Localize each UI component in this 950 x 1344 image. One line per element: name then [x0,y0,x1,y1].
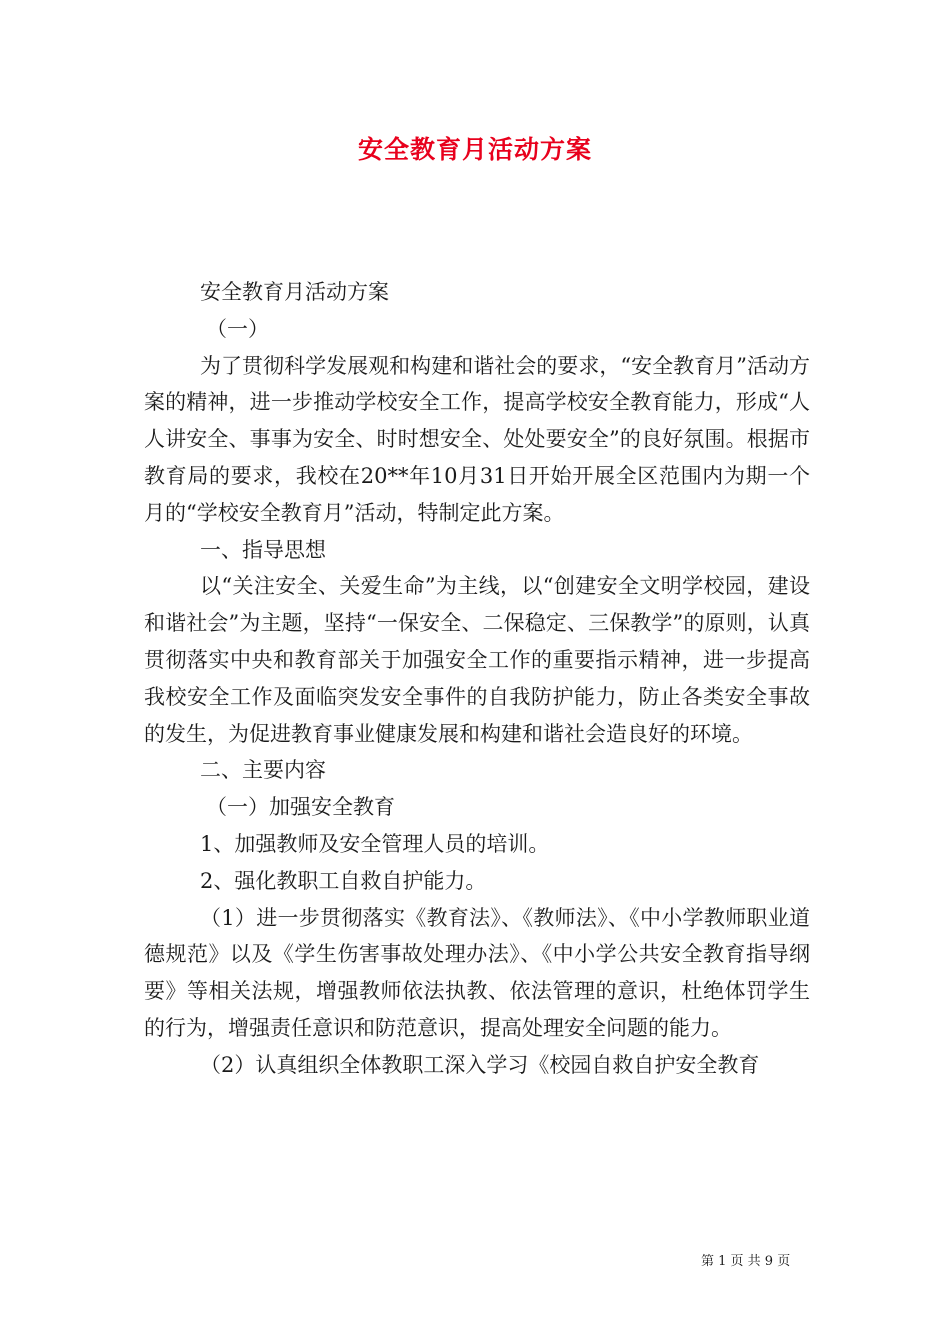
subsection-heading-safety-education: （一）加强安全教育 [206,795,395,820]
document-title: 安全教育月活动方案 [357,135,592,164]
guiding-thought-paragraph: 以“关注安全、关爱生命”为主线，以“创建安全文明学校园，建设和谐社会”为主题，坚持“一保安全、二保稳定、三保教学”的原则，认真贯彻落实中央和教育部关于加强安全工作的重要指示精神，进一步提高我校安全工作及面临突发安全事件的自我防护能力，防止各类安全事故的发生，为促进教育事业健康发展和构建和谐社会造良好的环境。 [144,574,810,746]
list-item-teacher-training: 1、加强教师及安全管理人员的培训。 [200,831,550,856]
document-body [144,274,810,1084]
sub-item-laws-paragraph: （1）进一步贯彻落实《教育法》、《教师法》、《中小学教师职业道德规范》以及《学生伤害事故处理办法》、《中小学公共安全教育指导纲要》等相关法规，增强教师依法执教、依法管理的意识，杜绝体罚学生的行为，增强责任意识和防范意识，提高处理安全问题的能力。 [144,905,810,1040]
part-one-label: （一） [206,316,269,341]
section-heading-guiding-thought: 一、指导思想 [200,537,326,562]
body-subtitle: 安全教育月活动方案 [200,280,389,304]
list-item-self-rescue: 2、强化教职工自救自护能力。 [200,868,487,893]
sub-item-study-paragraph: （2）认真组织全体教职工深入学习《校园自救自护安全教育 [200,1052,760,1077]
section-heading-main-content: 二、主要内容 [200,758,326,783]
page-number: 第 1 页 共 9 页 [701,1254,791,1269]
intro-paragraph: 为了贯彻科学发展观和构建和谐社会的要求，“安全教育月”活动方案的精神，进一步推动学校安全工作，提高学校安全教育能力，形成“人人讲安全、事事为安全、时时想安全、处处要安全”的良好氛围。根据市教育局的要求，我校在20**年10月31日开始开展全区范围内为期一个月的“学校安全教育月”活动，特制定此方案。 [144,353,810,525]
